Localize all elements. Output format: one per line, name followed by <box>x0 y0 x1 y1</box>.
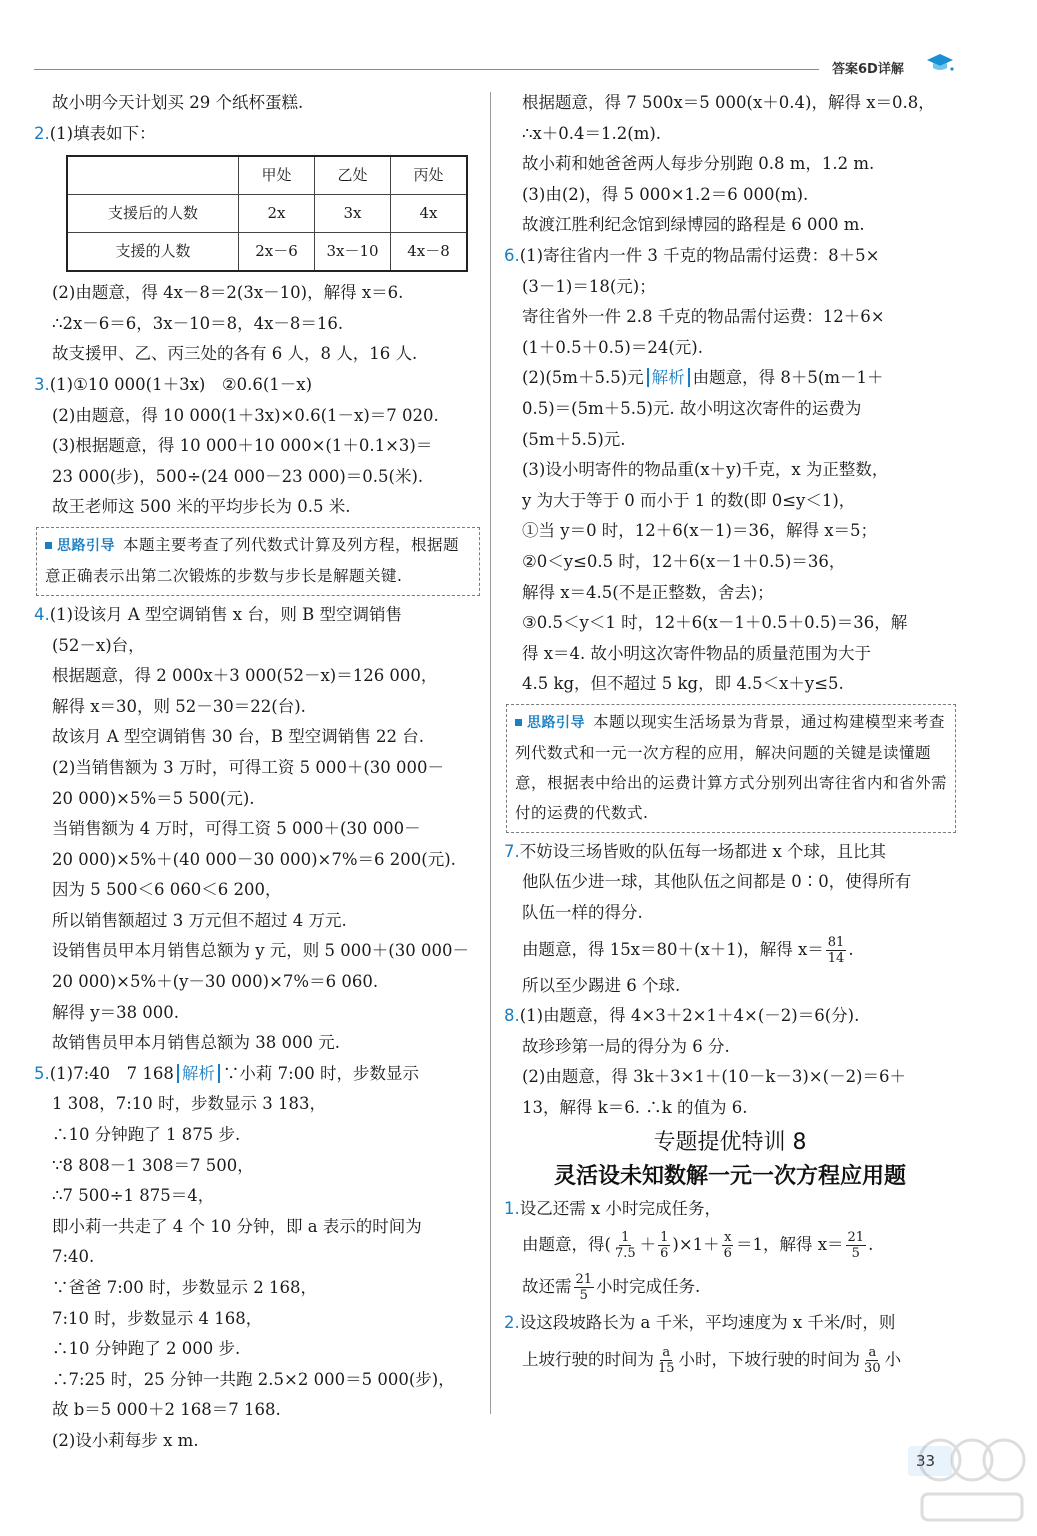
question-5 <box>34 1059 480 1090</box>
line: 故珍珍第一局的得分为 6 分. <box>522 1036 730 1056</box>
question-7 <box>504 837 956 868</box>
line: 由题意，得 15x＝80＋(x＋1)，解得 x＝ $\frac{81}{14}$ . <box>522 934 854 966</box>
line: 根据题意，得 7 500x＝5 000(x＋0.4)，解得 x＝0.8， <box>522 93 935 112</box>
line: (1)填表如下： <box>49 123 156 143</box>
line: (1＋0.5＋0.5)＝24(元). <box>522 337 703 357</box>
line: 解得 x＝30，则 52－30＝22(台). <box>52 696 306 716</box>
line: 因为 5 500＜6 060＜6 200， <box>52 880 282 900</box>
line: 设乙还需 x 小时完成任务， <box>519 1198 722 1218</box>
line: (3)由(2)，得 5 000×1.2＝6 000(m). <box>522 184 809 204</box>
fraction: $\frac{1}{7.5}$ <box>614 1230 636 1262</box>
right-column <box>504 88 956 1381</box>
hint-text: 本题以现实生活场景为背景，通过构建模型来考查列代数式和一元一次方程的应用，解决问题的关键是读懂题意，根据表中给出的运费计算方式分别列出寄往省内和省外需付的运费的代数式. <box>515 712 948 822</box>
fraction: $\frac{21}{5}$ <box>575 1272 593 1304</box>
table-header-cell: 丙处 <box>391 156 468 195</box>
question-number: 1. <box>504 1198 520 1218</box>
question-number: 3. <box>34 374 50 394</box>
line: 所以至少踢进 6 个球. <box>522 975 681 995</box>
left-column <box>34 88 480 1457</box>
line: (1)设该月 A 型空调销售 x 台，则 B 型空调销售 <box>49 604 402 624</box>
table-cell: 4x <box>391 195 468 233</box>
question-number: 7. <box>504 841 520 861</box>
graduation-cap-icon <box>926 52 954 74</box>
line: ②0＜y≤0.5 时，12＋6(x－1＋0.5)＝36， <box>522 551 846 571</box>
line: ∴x＋0.4＝1.2(m). <box>522 123 662 143</box>
line: 故还需 $\frac{21}{5}$ 小时完成任务. <box>522 1272 701 1304</box>
line: (2)设小莉每步 x m. <box>52 1430 199 1450</box>
line: 所以销售额超过 3 万元但不超过 4 万元. <box>52 910 347 930</box>
line: 由题意，得( $\frac{1}{7.5}$ ＋ $\frac{1}{6}$ )×1＋ $\frac{x}{6}$ ＝1，解得 x＝ $\frac{21}{5}$ . <box>522 1230 874 1262</box>
line: 20 000)×5%＝5 500(元). <box>52 788 255 808</box>
question-number: 8. <box>504 1006 520 1026</box>
line: 设这段坡路长为 a 千米，平均速度为 x 千米/时，则 <box>519 1313 896 1333</box>
question-3 <box>34 370 480 401</box>
hint-box <box>36 527 480 596</box>
line: 故渡江胜利纪念馆到绿博园的路程是 6 000 m. <box>522 215 865 235</box>
fraction: $\frac{21}{5}$ <box>847 1230 865 1262</box>
line: 故王老师这 500 米的平均步长为 0.5 米. <box>52 497 351 517</box>
line: ∴10 分钟跑了 2 000 步. <box>52 1339 241 1359</box>
line: (1)①10 000(1＋3x) ②0.6(1－x) <box>49 374 313 394</box>
table-row <box>67 195 467 233</box>
line: ∴2x－6＝6，3x－10＝8，4x－8＝16. <box>52 313 344 333</box>
line: 故该月 A 型空调销售 30 台，B 型空调销售 22 台. <box>52 727 424 747</box>
line: ③0.5＜y＜1 时，12＋6(x－1＋0.5＋0.5)＝36，解 <box>522 613 908 633</box>
table-header-cell: 甲处 <box>239 156 315 195</box>
line: 寄往省外一件 2.8 千克的物品需付运费：12＋6× <box>522 307 885 327</box>
line: y 为大于等于 0 而小于 1 的数(即 0≤y＜1)， <box>522 490 856 510</box>
fraction: $\frac{81}{14}$ <box>827 934 845 966</box>
line: (2)由题意，得 10 000(1＋3x)×0.6(1－x)＝7 020. <box>52 405 439 425</box>
column-divider <box>490 92 491 1414</box>
fraction: $\frac{a}{15}$ <box>658 1344 675 1376</box>
line: 故 b＝5 000＋2 168＝7 168. <box>52 1400 281 1420</box>
question-number: 4. <box>34 604 50 624</box>
header-rule <box>34 69 819 70</box>
line: 故小莉和她爸爸两人每步分别跑 0.8 m，1.2 m. <box>522 154 875 174</box>
line: 7:40. <box>52 1247 95 1267</box>
line: (3)设小明寄件的物品重(x＋y)千克，x 为正整数， <box>522 460 889 480</box>
line <box>504 363 956 394</box>
line: 解得 x＝4.5(不是正整数，舍去)； <box>522 582 774 602</box>
question-6 <box>504 241 956 272</box>
line: (1)7:40 7 168 <box>49 1063 174 1083</box>
line: (3)根据题意，得 10 000＋10 000×(1＋0.1×3)＝ <box>52 436 433 456</box>
line: 故销售员甲本月销售总额为 38 000 元. <box>52 1033 340 1053</box>
table-row-header: 支援的人数 <box>67 233 239 272</box>
line: (2)由题意，得 3k＋3×1＋(10－k－3)×(－2)＝6＋ <box>522 1067 906 1087</box>
hint-box <box>506 704 956 833</box>
line: 故小明今天计划买 29 个纸杯蛋糕. <box>52 93 304 112</box>
line: (3－1)＝18(元)； <box>522 276 656 296</box>
line: (2)由题意，得 4x－8＝2(3x－10)，解得 x＝6. <box>52 283 404 303</box>
topic-subtitle: 灵活设未知数解一元一次方程应用题 <box>553 1163 906 1189</box>
bullet-icon <box>45 542 52 549</box>
line: ∴7:25 时，25 分钟一共跑 2.5×2 000＝5 000(步)， <box>52 1369 455 1389</box>
line: ∴7 500÷1 875＝4， <box>52 1186 215 1206</box>
page-number: 33 <box>916 1452 936 1470</box>
table-header-row <box>67 156 467 195</box>
line: 解得 y＝38 000. <box>52 1002 180 1022</box>
line: 即小莉一共走了 4 个 10 分钟，即 a 表示的时间为 <box>52 1216 422 1236</box>
line: 上坡行驶的时间为 $\frac{a}{15}$ 小时，下坡行驶的时间为 $\frac{a}{30}$ 小 <box>522 1344 902 1376</box>
watermark-logo <box>910 1430 1030 1530</box>
topic-title: 专题提优特训 8 <box>653 1129 807 1155</box>
line: 设销售员甲本月销售总额为 y 元，则 5 000＋(30 000－ <box>52 941 469 961</box>
line: ①当 y＝0 时，12＋6(x－1)＝36，解得 x＝5； <box>522 521 878 541</box>
line: 由题意，得 8＋5(m－1＋ <box>692 368 884 388</box>
line: 4.5 kg，但不超过 5 kg，即 4.5＜x＋y≤5. <box>522 674 844 694</box>
analysis-tag: 解析 <box>177 1064 220 1083</box>
line: 0.5)＝(5m＋5.5)元. 故小明这次寄件的运费为 <box>522 398 862 418</box>
table-cell: 4x－8 <box>391 233 468 272</box>
line: 7:10 时，步数显示 4 168， <box>52 1308 263 1328</box>
topic-question-2 <box>504 1308 956 1339</box>
hint-title: 思路引导 <box>527 714 585 731</box>
question-4 <box>34 600 480 631</box>
line: ∵爸爸 7:00 时，步数显示 2 168， <box>52 1278 318 1297</box>
question-number: 5. <box>34 1063 50 1083</box>
line: 他队伍少进一球，其他队伍之间都是 0∶0，使得所有 <box>522 872 912 892</box>
question-number: 2. <box>34 123 50 143</box>
question-2 <box>34 119 480 150</box>
line: ∵小莉 7:00 时，步数显示 <box>222 1063 419 1083</box>
table-cell: 3x－10 <box>315 233 391 272</box>
analysis-tag: 解析 <box>647 368 690 387</box>
line: 故支援甲、乙、丙三处的各有 6 人，8 人，16 人. <box>52 344 418 364</box>
line: 不妨设三场皆败的队伍每一场都进 x 个球，且比其 <box>519 841 887 861</box>
table-row <box>67 233 467 272</box>
line: 23 000(步)，500÷(24 000－23 000)＝0.5(米). <box>52 466 424 486</box>
line: (1)由题意，得 4×3＋2×1＋4×(－2)＝6(分). <box>519 1006 860 1026</box>
line: ∴10 分钟跑了 1 875 步. <box>52 1125 241 1145</box>
line: 20 000)×5%＋(y－30 000)×7%＝6 060. <box>52 972 379 992</box>
fraction: $\frac{x}{6}$ <box>723 1230 732 1262</box>
line: 根据题意，得 2 000x＋3 000(52－x)＝126 000， <box>52 666 438 686</box>
line: 当销售额为 4 万时，可得工资 5 000＋(30 000－ <box>52 819 421 839</box>
header-label: 答案6D详解 <box>832 62 904 77</box>
table-cell <box>67 156 239 195</box>
line: (2)(5m＋5.5)元 <box>522 368 644 388</box>
topic-question-1 <box>504 1194 956 1225</box>
question-8 <box>504 1001 956 1032</box>
table-cell: 3x <box>315 195 391 233</box>
bullet-icon <box>515 719 522 726</box>
table-cell: 2x－6 <box>239 233 315 272</box>
support-table <box>66 155 480 272</box>
table-cell: 2x <box>239 195 315 233</box>
line: (2)当销售额为 3 万时，可得工资 5 000＋(30 000－ <box>52 757 445 777</box>
table-header-cell: 乙处 <box>315 156 391 195</box>
question-number: 6. <box>504 245 520 265</box>
question-number: 2. <box>504 1313 520 1333</box>
line: 得 x＝4. 故小明这次寄件物品的质量范围为大于 <box>522 643 872 663</box>
fraction: $\frac{1}{6}$ <box>660 1230 669 1262</box>
line: (5m＋5.5)元. <box>522 429 626 449</box>
line: (1)寄往省内一件 3 千克的物品需付运费：8＋5× <box>519 245 880 265</box>
line: 1 308，7:10 时，步数显示 3 183， <box>52 1094 327 1114</box>
line: 队伍一样的得分. <box>522 903 643 923</box>
table-row-header: 支援后的人数 <box>67 195 239 233</box>
fraction: $\frac{a}{30}$ <box>864 1344 881 1376</box>
line: (52－x)台， <box>52 635 145 655</box>
hint-text: 本题主要考查了列代数式计算及列方程，根据题意正确表示出第二次锻炼的步数与步长是解题关键. <box>45 535 460 585</box>
line: 20 000)×5%＋(40 000－30 000)×7%＝6 200(元). <box>52 849 456 869</box>
line: 由题意，得 15x＝80＋(x＋1)，解得 x＝ <box>522 939 824 959</box>
line: ∵8 808－1 308＝7 500， <box>52 1155 254 1175</box>
hint-title: 思路引导 <box>57 537 115 554</box>
line: 13，解得 k＝6. ∴k 的值为 6. <box>522 1098 748 1118</box>
